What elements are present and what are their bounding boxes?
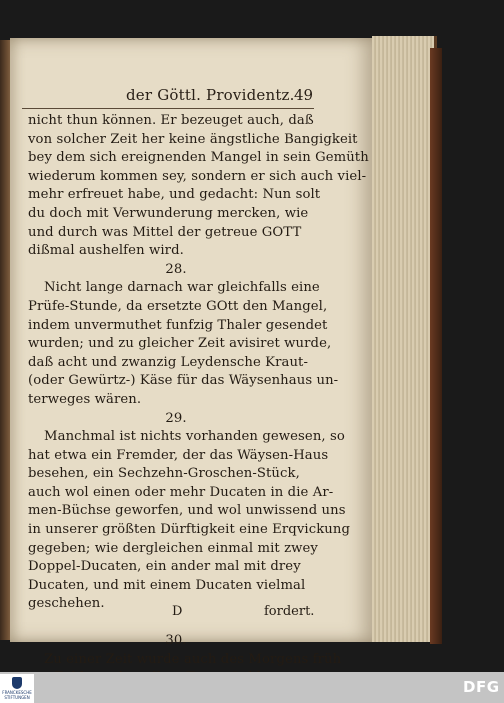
text-line: Doppel-Ducaten, ein ander mal mit drey bbox=[28, 559, 301, 575]
signature-mark: D bbox=[172, 604, 183, 619]
text-line: dißmal aushelfen wird. bbox=[28, 243, 184, 259]
text-line: Ducaten, und mit einem Ducaten vielmal bbox=[28, 577, 306, 593]
text-line: bey dem sich ereignenden Mangel in sein Gemüth bbox=[28, 150, 369, 166]
running-head: der Göttl. Providentz. bbox=[126, 86, 295, 104]
dfg-logo[interactable]: DFG bbox=[463, 678, 500, 696]
catchword: fordert. bbox=[264, 604, 315, 619]
page-text bbox=[28, 112, 369, 688]
text-line: mehr erfreuet habe, und gedacht: Nun solt bbox=[28, 187, 321, 203]
page-foot bbox=[28, 604, 318, 622]
section-number: 28. bbox=[165, 261, 187, 277]
viewer-footer-bar bbox=[0, 672, 504, 703]
book-cover-edge bbox=[430, 48, 442, 644]
page-fore-edges bbox=[372, 36, 437, 642]
text-line: von solcher Zeit her keine ängstliche Bangigkeit bbox=[28, 131, 358, 147]
text-line: Manchmal ist nichts vorhanden gewesen, so bbox=[44, 429, 345, 445]
text-line: auch wol einen oder mehr Ducaten in die Ar- bbox=[28, 484, 334, 500]
logo-text: FRANCKESCHE STIFTUNGEN bbox=[2, 690, 32, 700]
text-line: in unserer größten Dürftigkeit eine Erqvickung bbox=[28, 522, 351, 538]
text-line: und durch was Mittel der getreue GOTT bbox=[28, 224, 302, 240]
text-line: geschehen. bbox=[28, 596, 105, 612]
text-line: nicht thun können. Er bezeuget auch, daß bbox=[28, 113, 314, 128]
text-line: gegeben; wie dergleichen einmal mit zwey bbox=[28, 540, 318, 556]
text-line: Nicht lange darnach war gleichfalls eine bbox=[44, 280, 320, 296]
text-line: wiederum kommen sey, sondern er sich auch viel- bbox=[28, 168, 367, 184]
text-line: wurden; und zu gleicher Zeit avisiret wurde, bbox=[28, 336, 332, 352]
text-line: Zu einer Zeit wurde auch des Morgens früh bbox=[44, 651, 342, 667]
text-line: terweges wären. bbox=[28, 391, 142, 407]
text-line: indem unvermuthet funfzig Thaler gesendet bbox=[28, 317, 328, 333]
institution-logo[interactable] bbox=[0, 674, 34, 703]
header-rule bbox=[22, 108, 314, 109]
text-line: Prüfe-Stunde, da ersetzte GOtt den Mangel, bbox=[28, 298, 328, 314]
text-line: hat etwa ein Fremder, der das Wäysen-Haus bbox=[28, 447, 329, 463]
page-header bbox=[22, 86, 322, 108]
text-line: besehen, ein Sechzehn-Groschen-Stück, bbox=[28, 466, 300, 482]
page-number: 49 bbox=[294, 86, 314, 104]
text-line: daß acht und zwanzig Leydensche Kraut- bbox=[28, 354, 309, 370]
text-line: du doch mit Verwunderung mercken, wie bbox=[28, 205, 309, 221]
section-number: 29. bbox=[165, 410, 187, 426]
section-number: 30. bbox=[165, 633, 187, 649]
text-line: men-Büchse geworfen, und wol unwissend uns bbox=[28, 503, 346, 519]
text-line: (oder Gewürtz-) Käse für das Wäysenhaus un- bbox=[28, 373, 339, 389]
logo-emblem-icon bbox=[12, 677, 22, 689]
